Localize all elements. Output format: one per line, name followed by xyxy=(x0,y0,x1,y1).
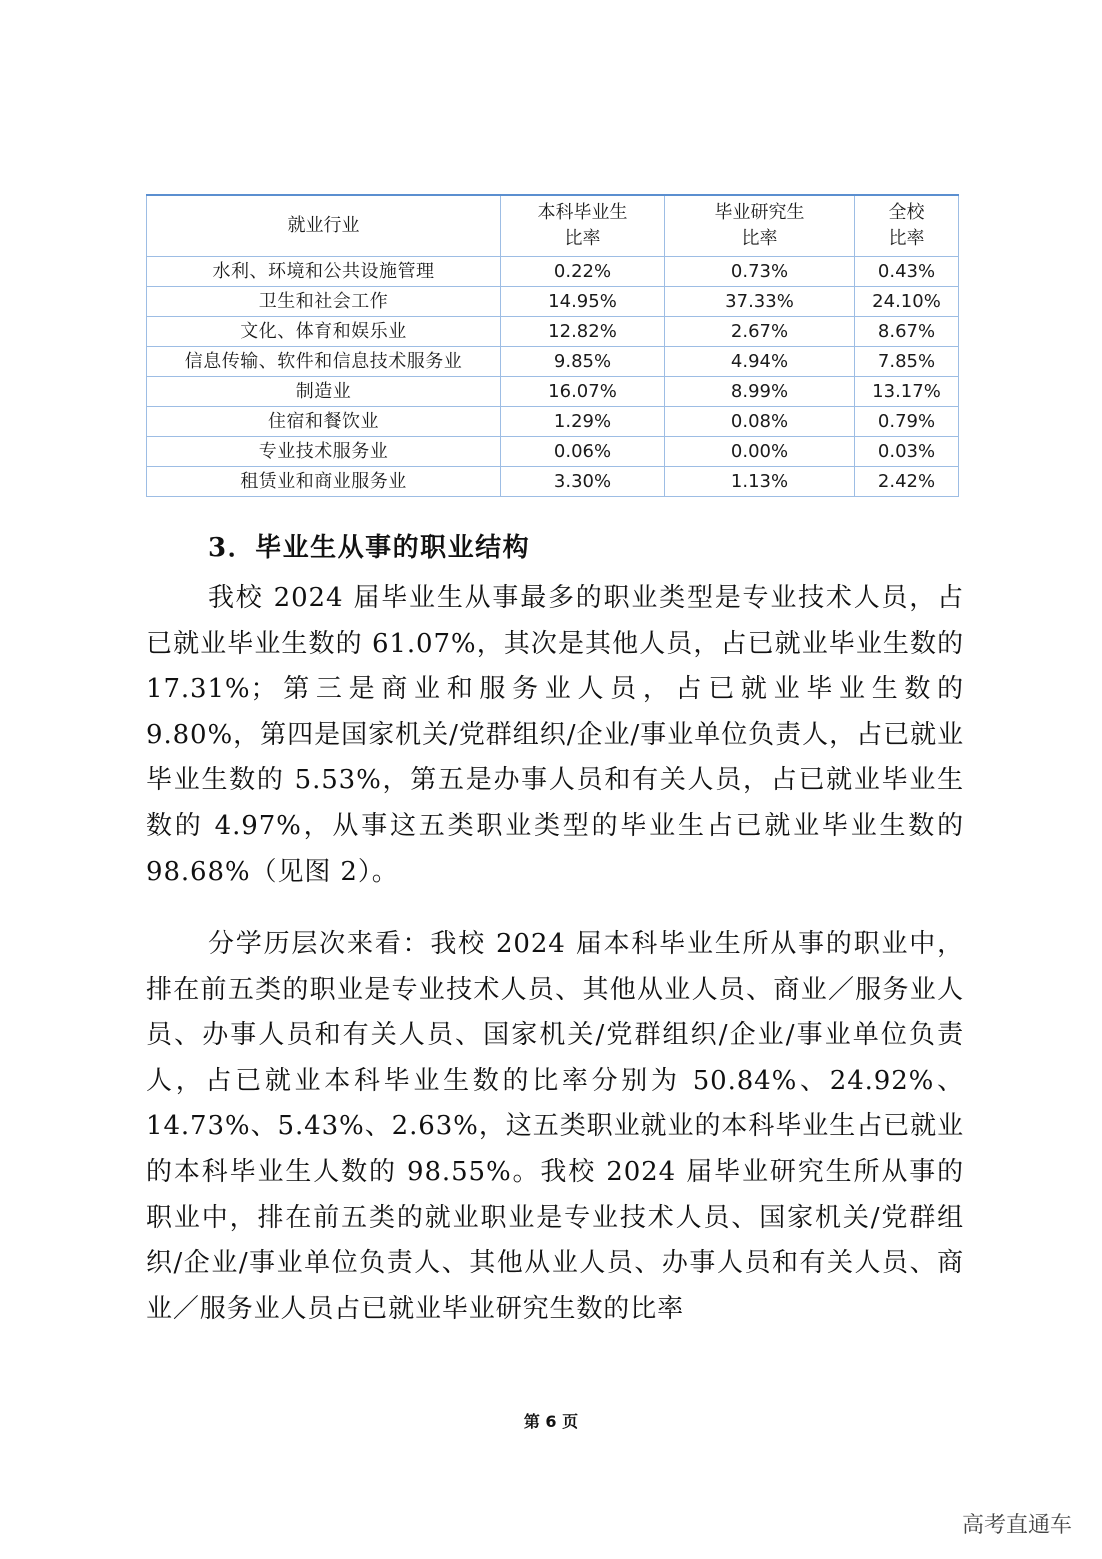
header-overall-line2: 比率 xyxy=(888,228,925,249)
watermark-text: 高考直通车 xyxy=(961,1513,1072,1538)
table-row xyxy=(147,257,959,287)
paragraph-occupation-overview: 我校 2024 届毕业生从事最多的职业类型是专业技术人员，占已就业毕业生数的 61.07%，其次是其他人员，占已就业毕业生数的 17.31%；第三是商业和服务业人员，占已就业毕业生数的 9.80%，第四是国家机关/党群组织/企业/事业单位负责人，占已就业毕业生数的 5.53%，第五是办事人员和有关人员，占已就业毕业生数的 4.97%，从事这五类职业类型的毕业生占已就业毕业生数的 98.68%（见图 2）。 xyxy=(146,583,964,887)
cell-overall: 2.42% xyxy=(855,467,959,497)
cell-undergrad: 3.30% xyxy=(501,467,665,497)
cell-overall: 0.03% xyxy=(855,437,959,467)
cell-industry: 信息传输、软件和信息技术服务业 xyxy=(147,347,501,377)
table-row xyxy=(147,407,959,437)
cell-grad: 2.67% xyxy=(665,317,855,347)
header-grad-line1: 毕业研究生 xyxy=(714,202,805,223)
cell-undergrad: 9.85% xyxy=(501,347,665,377)
industry-employment-table xyxy=(146,194,959,497)
header-overall-line1: 全校 xyxy=(888,202,925,223)
cell-industry: 专业技术服务业 xyxy=(147,437,501,467)
table-row xyxy=(147,317,959,347)
cell-industry: 文化、体育和娱乐业 xyxy=(147,317,501,347)
table-row xyxy=(147,287,959,317)
cell-industry: 租赁业和商业服务业 xyxy=(147,467,501,497)
section-heading: 3．毕业生从事的职业结构 xyxy=(208,533,531,563)
cell-overall: 0.79% xyxy=(855,407,959,437)
header-industry xyxy=(147,195,501,257)
header-undergrad-rate xyxy=(501,195,665,257)
cell-overall: 13.17% xyxy=(855,377,959,407)
cell-undergrad: 12.82% xyxy=(501,317,665,347)
cell-industry: 制造业 xyxy=(147,377,501,407)
cell-grad: 0.73% xyxy=(665,257,855,287)
cell-grad: 0.08% xyxy=(665,407,855,437)
cell-grad: 37.33% xyxy=(665,287,855,317)
cell-undergrad: 1.29% xyxy=(501,407,665,437)
cell-overall: 24.10% xyxy=(855,287,959,317)
cell-industry: 水利、环境和公共设施管理 xyxy=(147,257,501,287)
cell-industry: 住宿和餐饮业 xyxy=(147,407,501,437)
paragraph-occupation-by-degree: 分学历层次来看：我校 2024 届本科毕业生所从事的职业中，排在前五类的职业是专业技术人员、其他从业人员、商业／服务业人员、办事人员和有关人员、国家机关/党群组织/企业/事业单位负责人，占已就业本科毕业生数的比率分别为 50.84%、24.92%、14.73%、5.43%、2.63%，这五类职业就业的本科毕业生占已就业的本科毕业生人数的 98.55%。我校 2024 届毕业研究生所从事的职业中，排在前五类的就业职业是专业技术人员、国家机关/党群组织/企业/事业单位负责人、其他从业人员、办事人员和有关人员、商业／服务业人员占已就业毕业研究生数的比率 xyxy=(146,929,964,1324)
header-undergrad-line1: 本科毕业生 xyxy=(537,202,628,223)
cell-overall: 7.85% xyxy=(855,347,959,377)
cell-grad: 0.00% xyxy=(665,437,855,467)
table-row xyxy=(147,467,959,497)
table-row xyxy=(147,347,959,377)
cell-undergrad: 0.06% xyxy=(501,437,665,467)
cell-overall: 0.43% xyxy=(855,257,959,287)
header-grad-rate xyxy=(665,195,855,257)
cell-undergrad: 0.22% xyxy=(501,257,665,287)
header-industry-label: 就业行业 xyxy=(287,215,360,236)
cell-industry: 卫生和社会工作 xyxy=(147,287,501,317)
page-number: 第 6 页 xyxy=(523,1412,579,1431)
cell-grad: 4.94% xyxy=(665,347,855,377)
cell-grad: 1.13% xyxy=(665,467,855,497)
header-grad-line2: 比率 xyxy=(741,228,778,249)
cell-grad: 8.99% xyxy=(665,377,855,407)
cell-undergrad: 16.07% xyxy=(501,377,665,407)
cell-undergrad: 14.95% xyxy=(501,287,665,317)
header-overall-rate xyxy=(855,195,959,257)
table-row xyxy=(147,437,959,467)
table-row xyxy=(147,377,959,407)
table-header-row xyxy=(147,195,959,257)
header-undergrad-line2: 比率 xyxy=(564,228,601,249)
cell-overall: 8.67% xyxy=(855,317,959,347)
